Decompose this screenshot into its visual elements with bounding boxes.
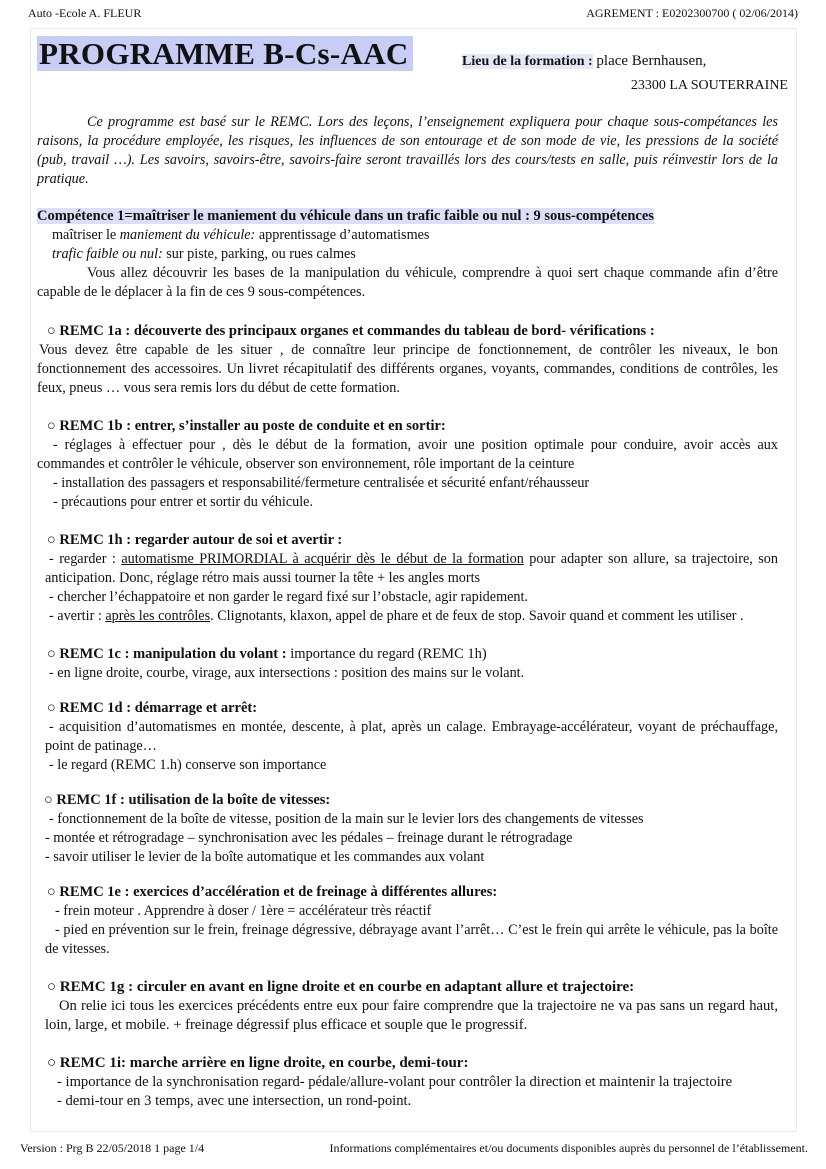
title-bold: ○ REMC 1c : manipulation du volant : <box>47 646 287 662</box>
section-remc-1g <box>37 978 778 1035</box>
lieu-label: Lieu de la formation : <box>462 54 593 69</box>
section-paragraph: - chercher l’échappatoire et non garder le regard fixé sur l’obstacle, agir rapidement. <box>49 589 528 605</box>
footer-version: Version : Prg B 22/05/2018 1 page 1/4 <box>20 1141 205 1155</box>
competence-heading <box>37 207 778 226</box>
competence-l1a: maîtriser le <box>52 227 120 243</box>
competence-title: Compétence 1=maîtriser le maniement du véhicule dans un trafic faible ou nul : 9 sous-compétences <box>37 208 654 224</box>
section-title: ○ REMC 1b : entrer, s’installer au poste de conduite et en sortir: <box>47 418 446 434</box>
section-paragraph <box>37 607 778 626</box>
section-paragraph: - en ligne droite, courbe, virage, aux intersections : position des mains sur le volant. <box>49 665 525 681</box>
underlined-text: automatisme PRIMORDIAL à acquérir dès le début de la formation <box>121 551 524 567</box>
section-title: ○ REMC 1i: marche arrière en ligne droite, en courbe, demi-tour: <box>47 1055 469 1071</box>
footer-info: Informations complémentaires et/ou documents disponibles auprès du personnel de l’établissement. <box>329 1141 808 1155</box>
section-paragraph: - demi-tour en 3 temps, avec une intersection, un rond-point. <box>57 1093 412 1109</box>
section-remc-1e <box>37 883 778 959</box>
competence-l1b: maniement du véhicule: <box>119 227 256 243</box>
section-paragraph: Vous devez être capable de les situer , de connaître leur principe de fonctionnement, de contrôler les niveaux, le bon fonctionnement des accessoires. Un livret récapitulatif des différents organes, voyants, commandes, conditions de contrôles, les feux, pneus … vous sera remis lors du début de cette formation. <box>37 342 778 396</box>
competence-text: Vous allez découvrir les bases de la manipulation du véhicule, comprendre à quoi sert chaque commande afin d’être capable de le déplacer à la fin de ces 9 sous-compétences. <box>37 265 778 300</box>
section-paragraph: - précautions pour entrer et sortir du véhicule. <box>53 494 314 510</box>
section-title: ○ REMC 1e : exercices d’accélération et de freinage à différentes allures: <box>47 884 498 900</box>
section-title: ○ REMC 1d : démarrage et arrêt: <box>47 700 258 716</box>
document-body <box>37 36 788 1111</box>
section-paragraph: On relie ici tous les exercices précédents entre eux pour faire comprendre que la trajectoire ne va pas sans un regard haut, loin, large, et mobile. + freinage dégressif plus efficace et souple que le progressif. <box>45 998 778 1033</box>
section-paragraph: - frein moteur . Apprendre à doser / 1ère = accélérateur très réactif <box>55 903 432 919</box>
lieu-formation <box>462 52 706 71</box>
text-run: - regarder : <box>49 551 122 567</box>
section-paragraph: - installation des passagers et responsabilité/fermeture centralisée et sécurité enfant/réhausseur <box>53 475 590 491</box>
section-remc-1d <box>37 699 778 775</box>
lieu-city: 23300 LA SOUTERRAINE <box>630 78 788 93</box>
section-paragraph: - savoir utiliser le levier de la boîte automatique et les commandes aux volant <box>45 849 485 865</box>
header-school-name: Auto -Ecole A. FLEUR <box>28 6 142 20</box>
section-paragraph: - acquisition d’automatismes en montée, descente, à plat, après un calage. Embrayage-accélérateur, voyant de préchauffage, point de patinage… <box>45 719 778 754</box>
section-title: ○ REMC 1a : découverte des principaux organes et commandes du tableau de bord- vérifications : <box>47 323 655 339</box>
competence-l1c: apprentissage d’automatismes <box>255 227 430 243</box>
section-remc-1f <box>37 791 778 867</box>
page-title: PROGRAMME B-Cs-AAC <box>37 36 413 71</box>
lieu-value: place Bernhausen, <box>592 53 707 69</box>
competence-l2b: sur piste, parking, ou rues calmes <box>162 246 356 262</box>
section-title: ○ REMC 1h : regarder autour de soi et avertir : <box>47 532 343 548</box>
section-paragraph <box>37 550 778 588</box>
intro-paragraph: Ce programme est basé sur le REMC. Lors des leçons, l’enseignement expliquera pour chaque sous-compétances les raisons, la procédure employée, les risques, les influences de son entourage et de son mode de vie, les pressions de la société (pub, travail …). Les savoirs, savoirs-être, savoirs-faire seront travaillés lors des cours/tests en salle, puis réinvestir lors de la pratique. <box>37 114 778 187</box>
section-paragraph: - fonctionnement de la boîte de vitesse, position de la main sur le levier lors des changements de vitesses <box>49 811 644 827</box>
section-remc-1a <box>37 322 778 398</box>
title-block <box>37 36 788 93</box>
competence-line-2 <box>37 245 778 264</box>
title-plain: importance du regard (REMC 1h) <box>286 646 487 662</box>
section-paragraph: - réglages à effectuer pour , dès le début de la formation, avoir une position optimale pour conduire, avoir accès aux commandes et contrôler le véhicule, observer son environnement, rôle important de la ceinture <box>37 437 778 472</box>
section-paragraph: - importance de la synchronisation regard- pédale/allure-volant pour contrôler la direction et maintenir la trajectoire <box>57 1074 733 1090</box>
section-paragraph: - pied en prévention sur le frein, freinage dégressive, débrayage avant l’arrêt… C’est le frein qui arrête le véhicule, pas la boîte de vitesses. <box>45 922 778 957</box>
section-remc-1b <box>37 417 778 512</box>
header-agrement: AGREMENT : E0202300700 ( 02/06/2014) <box>586 6 798 20</box>
section-paragraph: - le regard (REMC 1.h) conserve son importance <box>49 757 327 773</box>
text-run: - avertir : <box>49 608 106 624</box>
text-run: . Clignotants, klaxon, appel de phare et de feux de stop. Savoir quand et comment les utiliser . <box>210 608 744 624</box>
section-remc-1c <box>37 645 778 683</box>
competence-line-1 <box>37 226 778 245</box>
competence-l2a: trafic faible ou nul: <box>52 246 163 262</box>
section-remc-1i <box>37 1054 778 1111</box>
section-title: ○ REMC 1g : circuler en avant en ligne droite et en courbe en adaptant allure et trajectoire: <box>47 979 635 995</box>
section-title <box>37 645 778 664</box>
text-run: pour adapter son allure, sa trajectoire, son anticipation. Donc, réglage rétro mais aussi tourner la tête + les angles morts <box>45 551 778 586</box>
section-paragraph: - montée et rétrogradage – synchronisation avec les pédales – freinage durant le rétrogradage <box>45 830 573 846</box>
section-title: ○ REMC 1f : utilisation de la boîte de vitesses: <box>44 792 331 808</box>
section-remc-1h <box>37 531 778 626</box>
underlined-text: après les contrôles <box>105 608 211 624</box>
